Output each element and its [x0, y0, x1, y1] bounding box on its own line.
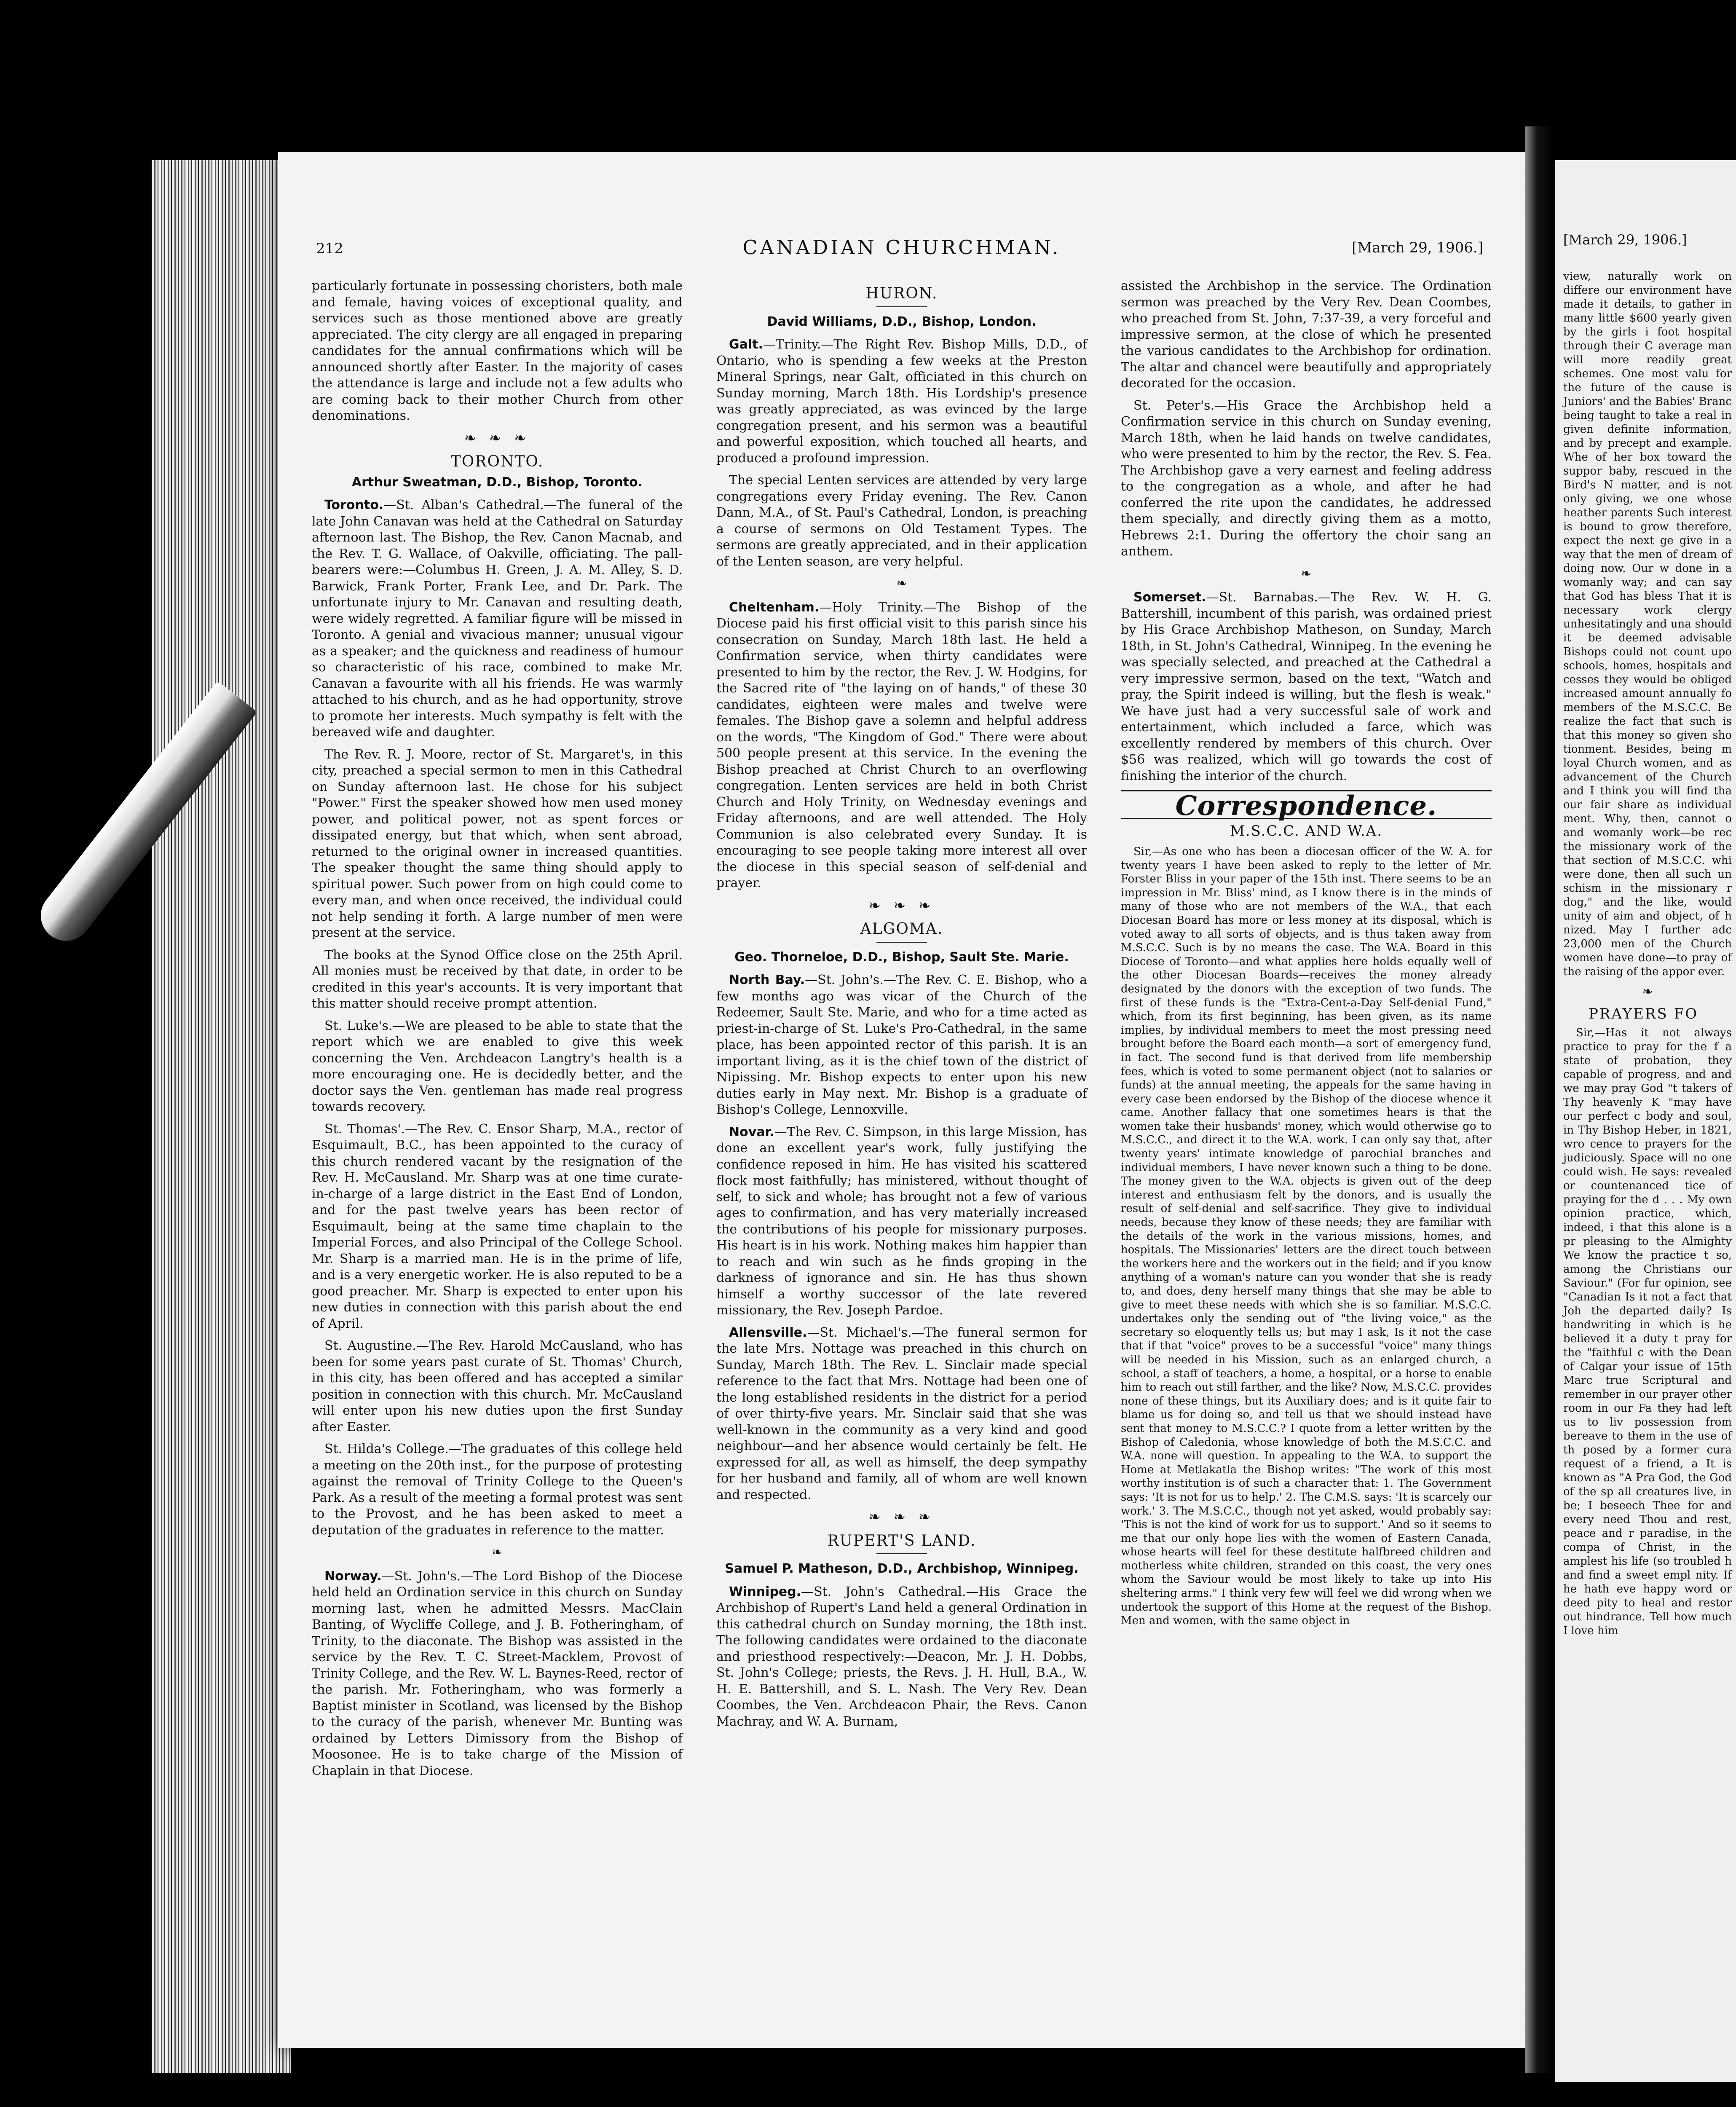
place-name: Somerset. — [1133, 590, 1206, 605]
place-name: Toronto. — [324, 498, 384, 512]
article-paragraph: view, naturally work on differe our environment have made it details, to gather in many little $600 yearly given by the girls i foot hospital through their C average man will more readily great schemes. One most valu for the future of the cause is Juniors' and the Babies' Branc being taught to take a real in given definite information, and by precept and example. Whe of her box toward the suppor baby, rescued in the Bird's N matter, and is not only giving, we one whose heather parents Such interest is bound to grow therefore, expect the next ge give in a way that the men of dream of doing now. Our w done in a womanly way; and can say that God has bless That it is necessary work clergy unhesitatingly and una should it be deemed advisable Bishops could not count upo schools, homes, hospitals and cesses they would be obliged increased amount annually fo members of the M.S.C.C. Be realize the fact that such is that this money so given sho tionment. Besides, being m loyal Church women, and as advancement of the Church and I think you will find tha our fair share as individual ment. Why, then, cannot o and womanly work—be rec the missionary work of the that section of M.S.C.C. whi were done, then all such un schism in the missionary r dog," and the like, would unity of aim and object, of h nized. May I further adc 23,000 men of the Church women have done—to pray of the raising of the appor ever. — [1563, 270, 1732, 978]
place-name: North Bay. — [729, 973, 805, 987]
article-paragraph: assisted the Archbishop in the service. The Ordination sermon was preached by the Very Rev. Dean Coombes, who preached from St. John, 7:37-39, a very forceful and impressive sermon, at the close of which he presented the various candidates to the Archbishop for ordination. The altar and chancel were beautifully and appropriately decorated for the occasion. — [1121, 279, 1492, 391]
leaf-ornament: ❧ — [896, 576, 907, 591]
article-paragraph: The special Lenten services are attended by very large congregations every Friday evening. The Rev. Canon Dann, M.A., of St. Paul's Cathedral, London, is preaching a course of sermons on Old Testament Types. The sermons are greatly appreciated, and in their application of the Lenten season, are very helpful. — [716, 473, 1087, 569]
section-heading-ruperts-land: RUPERT'S LAND. — [827, 1532, 976, 1549]
divider — [876, 942, 927, 943]
masthead: CANADIAN CHURCHMAN. — [742, 236, 1061, 259]
header-date: [March 29, 1906.] — [1352, 239, 1483, 256]
article-paragraph: Norway.—St. John's.—The Lord Bishop of the Diocese held held an Ordination service in this church on Sunday morning last, when he admitted Messrs. MacClain Banting, of Wycliffe College, and J. B. Fotheringham, of Trinity, to the diaconate. The Bishop was assisted in the service by the Rev. T. C. Street-Macklem, Provost of Trinity College, and the Rev. W. L. Baynes-Reed, rector of the parish. Mr. Fotheringham, who was formerly a Baptist minister in Scotland, was licensed by the Bishop to the curacy of the parish, whenever Mr. Bunting was ordained by Letters Dimissory from the Bishop of Moosonee. He is to take charge of the Mission of Chaplain in that Diocese. — [312, 1568, 683, 1778]
divider — [876, 1553, 927, 1554]
bishop-line: David Williams, D.D., Bishop, London. — [767, 314, 1037, 329]
letter-body: Sir,—As one who has been a diocesan officer of the W. A. for twenty years I have been asked to reply to the letter of Mr. Forster Bliss in your paper of the 15th inst. There seems to be an impression in Mr. Bliss' mind, as I know there is in the minds of many of those who are not members of the W.A., that each Diocesan Board has more or less money at its disposal, which is voted away to all sorts of objects, and is thus taken away from M.S.C.C. Such is by no means the case. The W.A. Board in this Diocese of Toronto—and what applies here holds equally well of the other Diocesan Boards—receives the money already designated by the donors with the exception of two funds. The first of these funds is the "Extra-Cent-a-Day Self-denial Fund," which, from its first beginning, has been given, as its name implies, by individual members to meet the most pressing need brought before the Board each month—a sort of emergency fund, in fact. The second fund is that derived from life membership fees, which is voted to some permanent object (not to salaries or funds) at the annual meeting, the appeals for the same having in every case been endorsed by the Bishop of the diocese whence it came. Another fallacy that one sometimes hears is that the women take their husbands' money, which would otherwise go to M.S.C.C., and direct it to the W.A. work. I can only say that, after twenty years' intimate knowledge of parochial branches and individual members, I have never known such a thing to be done. The money given to the W.A. objects is given out of the deep interest and enthusiasm felt by the donors, and is usually the result of self-denial and self-sacrifice. They give to individual needs, because they know of these needs; they are familiar with the details of the work in the various missions, homes, and hospitals. The Missionaries' letters are the direct touch between the workers here and the workers out in the field; and if you know anything of a woman's nature can you wonder that she is ready to, and does, deny herself many things that she may be able to give to meet these needs with which she is so familiar. M.S.C.C. undertakes only the sending out of "the living voice," as the secretary so eloquently tells us; but may I ask, Is it not the case that if that "voice" proves to be a successful "voice" many things will be needed in his Mission, such as an enlarged church, a school, a staff of teachers, a home, a hospital, or a horse to enable him to reach out still farther, and the like? Now, M.S.C.C. provides none of these things, but its Auxiliary does; and is it quite fair to blame us for doing so, and tell us that we should instead have sent that money to M.S.C.C.? I quote from a letter written by the Bishop of Caledonia, whose knowledge of both the M.S.C.C. and W.A. none will question. In appealing to the W.A. to support the Home at Metlakatla the Bishop writes: "The work of this most worthy institution is of such a character that: 1. The Government says: 'It is not for us to help.' 2. The C.M.S. says: 'It is scarcely our work.' 3. The M.S.C.C., though not yet asked, would probably say: 'This is not the kind of work for us to support.' And so it seems to me that our only hope lies with the women of Eastern Canada, whose hearts will feel for these destitute halfbreed children and motherless white children, stranded on this coast, the very ones whom the Saviour would be most likely to take up into His sheltering arms." I think very few will feel we did wrong when we undertook the support of this Home at the request of the Bishop. Men and women, with the same object in — [1121, 845, 1492, 1627]
page-edges — [152, 160, 291, 2073]
place-name: Winnipeg. — [729, 1584, 801, 1599]
place-name: Cheltenham. — [729, 600, 820, 615]
place-name: Norway. — [324, 1568, 382, 1584]
ornament: ❧ ❧ ❧ — [464, 429, 530, 447]
column-3 — [1121, 278, 1492, 1634]
leaf-ornament: ❧ — [1301, 566, 1312, 581]
article-paragraph: North Bay.—St. John's.—The Rev. C. E. Bishop, who a few months ago was vicar of the Church of the Redeemer, Sault Ste. Marie, and who for a time acted as priest-in-charge of St. Luke's Pro-Cathedral, in the same place, has been appointed rector of this parish. It is an important living, as it is the chief town of the district of Nipissing. Mr. Bishop expects to enter upon his new duties early in May next. Mr. Bishop is a graduate of Bishop's College, Lennoxville. — [716, 973, 1088, 1117]
article-paragraph: The books at the Synod Office close on the 25th April. All monies must be received by that date, in order to be credited in this year's accounts. It is very important that this matter should receive prompt attention. — [312, 947, 683, 1011]
article-paragraph: Toronto.—St. Alban's Cathedral.—The funeral of the late John Canavan was held at the Cathedral on Saturday afternoon last. The Bishop, the Rev. Canon Macnab, and the Rev. T. G. Wallace, of Oakville, officiating. The pall-bearers were:—Columbus H. Green, J. A. M. Alley, S. D. Barwick, Frank Porter, Frank Lee, and Dr. Park. The unfortunate injury to Mr. Canavan and resulting death, were widely regretted. A familiar figure will be missed in Toronto. A genial and vivacious manner; unusual vigour as a speaker; and the quickness and readiness of humour so characteristic of his race, combined to make Mr. Canavan a favourite with all his friends. He was warmly attached to his church, and as he had opportunity, strove to promote her interests. Much sympathy is felt with the bereaved wife and daughter. — [312, 498, 683, 740]
book-gutter — [1525, 126, 1555, 2073]
column-2 — [716, 278, 1087, 1736]
facing-page — [1555, 160, 1736, 2082]
intro-paragraph: particularly fortunate in possessing choristers, both male and female, having voices of exceptional quality, and services such as those mentioned above are greatly appreciated. The city clergy are all engaged in preparing candidates for the annual confirmations which will be announced shortly after Easter. In the majority of cases the attendance is large and include not a few adults who are coming back to their mother Church from other denominations. — [312, 279, 683, 423]
leaf-ornament: ❧ — [492, 1545, 503, 1560]
bishop-line: Arthur Sweatman, D.D., Bishop, Toronto. — [351, 474, 643, 490]
section-heading-huron: HURON. — [865, 285, 938, 302]
section-heading-prayers: PRAYERS FO — [1589, 1005, 1698, 1022]
facing-column — [1563, 270, 1732, 1644]
column-1 — [312, 278, 683, 1785]
bishop-line: Samuel P. Matheson, D.D., Archbishop, Winnipeg. — [725, 1561, 1079, 1576]
article-paragraph: St. Thomas'.—The Rev. C. Ensor Sharp, M.A., rector of Esquimault, B.C., has been appointed to the curacy of this church rendered vacant by the resignation of the Rev. H. McCausland. Mr. Sharp was at one time curate-in-charge of a large district in the East End of London, and for the past twelve years has been rector of Esquimault, being at the same time chaplain to the Imperial Forces, and also Principal of the College School. Mr. Sharp is a married man. He is in the prime of life, and is a very energetic worker. He is also reputed to be a good preacher. Mr. Sharp is expected to enter upon his new duties in connection with this parish about the end of April. — [312, 1121, 683, 1331]
article-paragraph: St. Luke's.—We are pleased to be able to state that the report which we are enabled to give this week concerning the Ven. Archdeacon Langtry's health is a more encouraging one. He is decidedly better, and the doctor says the Ven. gentleman has made real progress towards recovery. — [312, 1018, 683, 1114]
letter-heading: M.S.C.C. AND W.A. — [1230, 822, 1383, 839]
article-paragraph: St. Peter's.—His Grace the Archbishop held a Confirmation service in this church on Sunday evening, March 18th, when he laid hands on twelve candidates, who were presented to him by the rector, the Rev. S. Fea. The Archbishop gave a very earnest and feeling address to the congregation as a whole, and after he had conferred the rite upon the candidates, he addressed them specially, and directly giving them as a motto, Hebrews 2:1. During the offertory the choir sang an anthem. — [1121, 398, 1492, 559]
place-name: Novar. — [729, 1124, 774, 1139]
section-heading-algoma: ALGOMA. — [860, 920, 943, 938]
correspondence-title: Correspondence. — [1175, 790, 1437, 822]
place-name: Allensville. — [729, 1325, 807, 1340]
article-paragraph: Allensville.—St. Michael's.—The funeral sermon for the late Mrs. Nottage was preached in this church on Sunday, March 18th. The Rev. L. Sinclair made special reference to the fact that Mrs. Nottage had been one of the long established residents in the district for a period of over thirty-five years. Mr. Sinclair said that she was well-known in the community as a very kind and good neighbour—and her absence would certainly be felt. He expressed for all, as well as himself, the deep sympathy for her husband and family, all of whom are well known and respected. — [716, 1325, 1087, 1502]
ornament: ❧ ❧ ❧ — [868, 1509, 935, 1525]
facing-header-date: [March 29, 1906.] — [1563, 232, 1687, 248]
article-paragraph: The Rev. R. J. Moore, rector of St. Margaret's, in this city, preached a special sermon to men in this Cathedral on Sunday afternoon last. He chose for his subject "Power." First the speaker showed how men used money power, and political power, not as spent forces or dissipated energy, but that which, when sent abroad, returned to the original owner in increased quantities. The speaker thought the same thing should apply to spiritual power. Such power from on high could come to every man, and when once received, the individual could not help sending it forth. A large number of men were present at the service. — [312, 747, 683, 940]
article-paragraph: Cheltenham.—Holy Trinity.—The Bishop of the Diocese paid his first official visit to this parish since his consecration on Sunday, March 18th last. He held a Confirmation service, when thirty candidates were presented to him by the rector, the Rev. J. W. Hodgins, for the Sacred rite of "the laying on of hands," of these 30 candidates, eighteen were males and twelve were females. The Bishop gave a solemn and helpful address on the words, "The Kingdom of God." There were about 500 people present at this service. In the evening the Bishop preached at Christ Church to an overflowing congregation. Lenten services are held in both Christ Church and Holy Trinity, on Wednesday evenings and Friday afternoons, and are well attended. The Holy Communion is also celebrated every Sunday. It is encouraging to see people taking more interest all over the diocese in this special season of self-denial and prayer. — [716, 600, 1087, 890]
page-number: 212 — [316, 240, 343, 257]
page-header — [278, 236, 1525, 261]
newspaper-page — [278, 152, 1525, 2048]
article-paragraph: Winnipeg.—St. John's Cathedral.—His Grace the Archbishop of Rupert's Land held a general Ordination in this cathedral church on Sunday morning, the 18th inst. The following candidates were ordained to the diaconate and priesthood respectively:—Deacon, Mr. J. H. Dobbs, St. John's College; priests, the Revs. J. H. Hull, B.A., W. H. E. Battershill, and S. L. Nash. The Very Rev. Dean Coombes, the Ven. Archdeacon Phair, the Revs. Canon Machray, and W. A. Burnam, — [716, 1584, 1087, 1729]
section-heading-toronto: TORONTO. — [450, 453, 544, 470]
article-paragraph: Somerset.—St. Barnabas.—The Rev. W. H. G. Battershill, incumbent of this parish, was ordained priest by His Grace Archbishop Matheson, on Sunday, March 18th, in St. John's Cathedral, Winnipeg. In the evening he was specially selected, and preached at the Cathedral a very impressive sermon, based on the text, "Watch and pray, the Spirit indeed is willing, but the flesh is weak." We have just had a very successful sale of work and entertainment, which included a farce, which was excellently rendered by members of this church. Over $56 was realized, which will go towards the cost of finishing the interior of the church. — [1121, 590, 1492, 783]
bishop-line: Geo. Thorneloe, D.D., Bishop, Sault Ste. Marie. — [734, 949, 1069, 965]
divider — [876, 306, 927, 307]
article-paragraph: St. Hilda's College.—The graduates of this college held a meeting on the 20th inst., for the purpose of protesting against the removal of Trinity College to the Queen's Park. As a result of the meeting a formal protest was sent to the Provost, and he has been asked to meet a deputation of the graduates in reference to the matter. — [312, 1442, 683, 1538]
place-name: Galt. — [729, 337, 763, 352]
article-paragraph: Novar.—The Rev. C. Simpson, in this large Mission, has done an excellent year's work, fully justifying the confidence reposed in him. He has visited his scattered flock most faithfully; has ministered, without thought of self, to sick and whole; has brought not a few of various ages to confirmation, and has very materially increased the contributions of his people for missionary purposes. His heart is in his work. Nothing makes him happier than to reach and win such as he finds groping in the darkness of ignorance and sin. He has thus shown himself a worthy successor of the late revered missionary, the Rev. Joseph Pardoe. — [716, 1124, 1087, 1318]
ornament: ❧ ❧ ❧ — [868, 897, 935, 914]
article-paragraph: St. Augustine.—The Rev. Harold McCausland, who has been for some years past curate of St. Thomas' Church, in this city, has been offered and has accepted a similar position in connection with this church. Mr. McCausland will enter upon his new duties upon the first Sunday after Easter. — [312, 1338, 683, 1434]
article-paragraph: Galt.—Trinity.—The Right Rev. Bishop Mills, D.D., of Ontario, who is spending a few weeks at the Preston Mineral Springs, near Galt, officiated in this church on Sunday morning, March 18th. His Lordship's presence was greatly appreciated, as was evinced by the large congregation present, and his sermon was a beautiful and powerful exposition, which touched all hearts, and produced a profound impression. — [716, 337, 1087, 466]
leaf-ornament: ❧ — [1642, 984, 1653, 999]
letter-body: Sir,—Has it not always practice to pray for the f a state of probation, they capable of progress, and and we may pray God "t takers of Thy heavenly K "may have our perfect c body and soul, in Thy Bishop Heber, in 1821, wro cence to prayers for the judiciously. Space will no one could wish. He says: revealed or countenanced tice of praying for the d . . . My own opinion practice, which, indeed, i that this alone is a pr pleasing to the Almighty We know the practice t so, among the Christians our Saviour." (For fur opinion, see "Canadian Is it not a fact that Joh the departed daily? Is handwriting in which is he believed it a duty t pray for the "faithful c with the Dean of Calgar your issue of 15th Marc true Scriptural and remember in our prayer other room in our Fa they had left us to liv possession from bereave to them in the use of th posed by a former cura request of a friend, a It is known as "A Pra God, the God of the sp all creatures live, in be; I beseech Thee for and every need Thou and rest, peace and r paradise, in the compa of Christ, in the amplest his life (so troubled h and find a sweet empl nity. If he hath eve happy word or deed pity to heal and restor out hindrance. Tell how much I love him — [1563, 1027, 1732, 1637]
